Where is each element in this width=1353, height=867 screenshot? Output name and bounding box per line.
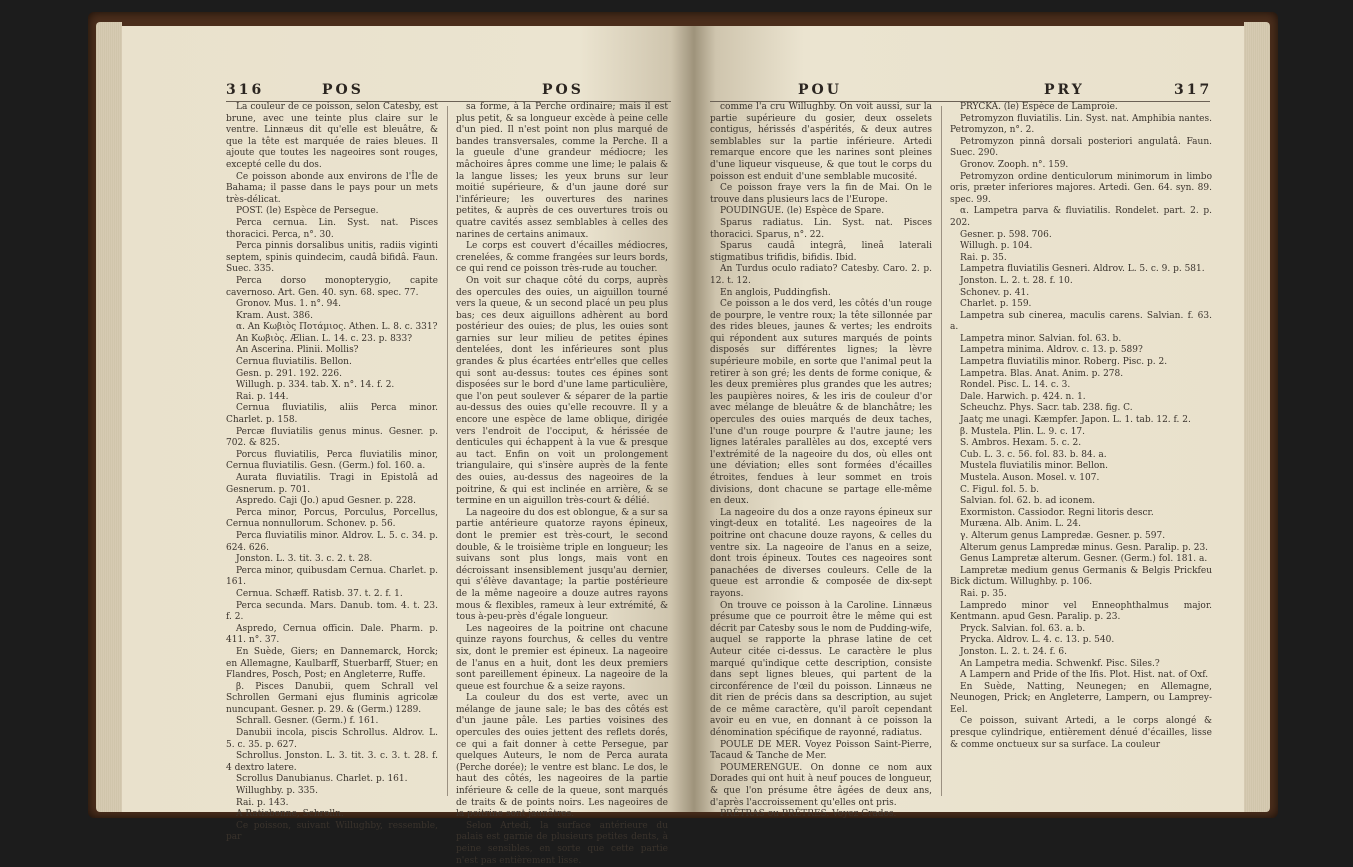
paragraph: Danubii incola, piscis Schrollus. Aldrov. L. 5. c. 35. p. 627. [226, 728, 438, 750]
paragraph: Ce poisson a le dos verd, les côtés d'un rouge de pourpre, le ventre roux; la tête sillonnée par des rides bleues, jaunes & vertes; les endroits qui répondent aux sutures marqués de points disposés sur différentes lignes; la lèvre supérieure mobile, en sorte que l'animal peut la retirer à son gré; les dents de forme conique, & les deux premières plus grandes que les autres; les paupières noires, & les iris de couleur d'or avec mélange de bleuâtre & de blanchâtre; les opercules des ouies marqués de deux taches, l'une d'un rouge pourpre & l'autre jaune; les lignes latérales parallèles au dos, excepté vers l'extrémité de la nageoire du dos, où elles ont une déviation; elles sont formées d'écailles étroites, fendues à leur sommet en trois divisions, dont chacune se partage elle-même en deux. [710, 299, 932, 507]
paragraph: On trouve ce poisson à la Caroline. Linnæus présume que ce pourroit être le même qui est décrit par Catesby sous le nom de Pudding-wife, auquel se rapporte la phrase latine de cet Auteur citée ci-dessus. Le caractère le plus marqué qu'indique cette description, consiste dans sept lignes bleues, qui partent de la circonférence de l'œil du poisson. Linnæus ne dit rien de précis dans sa description, au sujet de ce même caractère, qu'il paroît cependant avoir eu en vue, en donnant à ce poisson la dénomination spécifique de rayonné, radiatus. [710, 600, 932, 739]
paragraph: Cernua fluviatilis. Bellon. [236, 357, 352, 368]
paragraph: Salvian. fol. 62. b. ad iconem. [960, 496, 1096, 507]
paragraph: Perca minor, quibusdam Cernua. Charlet. p. 161. [226, 565, 438, 588]
paragraph: La couleur du dos est verte, avec un mélange de jaune sale; le bas des côtés est d'un jaune pâle. Les parties voisines des opercules des ouies jettent des reflets dorés, ce qui a fait donner à cette Persegue, par quelques Auteurs, le nom de Perca aurata (Perche dorée); le ventre est blanc. Le dos, le haut des côtés, les nageoires de la partie inférieure & celle de la queue, sont marqués de traits & de points noirs. Les nageoires de la poitrine sont jaunâtres. [456, 693, 668, 820]
paragraph: Lampetra sub cinerea, maculis carens. Salvian. f. 63. a. [950, 310, 1212, 333]
paragraph: POUDINGUE. (le) Espèce de Spare. [720, 206, 885, 217]
paragraph: Selon Artedi, la surface antérieure du palais est garnie de plusieurs petites dents, à peine sensibles, en sorte que cette partie n'est pas entièrement lisse. [456, 820, 668, 866]
paragraph: α. An Κωβιὸς Ποτάμιος. Athen. L. 8. c. 331? [236, 322, 438, 333]
paragraph: Kram. Aust. 386. [236, 310, 313, 321]
paragraph: Lampetra minor. Salvian. fol. 63. b. [960, 333, 1122, 344]
paragraph: Ce poisson, suivant Artedi, a le corps alongé & presque cylindrique, entièrement dénué d'écailles, lisse & comme onctueux sur sa surface. La couleur [950, 716, 1212, 750]
paragraph: Jonston. L. 2. t. 24. f. 6. [960, 646, 1067, 657]
left-column-2 [456, 102, 668, 866]
paragraph: Perca fluviatilis minor. Aldrov. L. 5. c. 34. p. 624. 626. [226, 530, 438, 553]
right-column-1 [710, 102, 932, 820]
paragraph: Cernua. Schæff. Ratisb. 37. t. 2. f. 1. [236, 588, 403, 599]
paragraph: Lampetra fluviatilis Gesneri. Aldrov. L. 5. c. 9. p. 581. [960, 264, 1205, 275]
paragraph: Mustela fluviatilis minor. Bellon. [960, 461, 1108, 472]
paragraph: Rondel. Pisc. L. 14. c. 3. [960, 380, 1071, 391]
paragraph: comme l'a cru Willughby. On voit aussi, sur la partie supérieure du gosier, deux osselets contigus, hérissés d'aspérités, & deux autres semblables sur la partie inférieure. Artedi remarque encore que les narines sont pleines d'une liqueur visqueuse, & que tout le corps du poisson est enduit d'une semblable mucosité. [710, 102, 932, 182]
paragraph: Le corps est couvert d'écailles médiocres, crenelées, & comme frangées sur leurs bords, ce qui rend ce poisson très-rude au toucher. [456, 241, 668, 275]
paragraph: Lampredo minor vel Enneophthalmus major. Kentmann. apud Gesn. Paralip. p. 23. [950, 600, 1212, 623]
paragraph: Lampetra. Blas. Anat. Anim. p. 278. [960, 368, 1124, 379]
paragraph: Gesner. p. 598. 706. [960, 229, 1052, 240]
paragraph: La nageoire du dos est oblongue, & a sur sa partie antérieure quatorze rayons épineux, dont le premier est très-court, le second double, & le troisième triple en longueur; les suivans sont plus longs, mais vont en décroissant insensiblement jusqu'au dernier, qui s'élève davantage; la partie postérieure de la même nageoire a douze autres rayons mous & flexibles, rameux à leur extrémité, & tous à-peu-près d'égale longueur. [456, 507, 668, 623]
paragraph: Gronov. Zooph. n°. 159. [960, 159, 1069, 170]
paragraph: Charlet. p. 159. [960, 299, 1032, 310]
running-head-left: POS [322, 82, 364, 98]
page-number-right: 317 [1174, 82, 1213, 98]
paragraph: Jaatç me unagi. Kæmpfer. Japon. L. 1. tab. 12. f. 2. [960, 415, 1191, 426]
right-page [694, 26, 1244, 820]
paragraph: Ce poisson fraye vers la fin de Mai. On le trouve dans plusieurs lacs de l'Europe. [710, 183, 932, 205]
paragraph: Prycka. Aldrov. L. 4. c. 13. p. 540. [960, 635, 1115, 646]
running-head-right: POU [798, 82, 842, 98]
paragraph: Sparus radiatus. Lin. Syst. nat. Pisces thoracici. Sparus, n°. 22. [710, 217, 932, 240]
paragraph: Rai. p. 144. [236, 391, 289, 402]
paragraph: Schrollus. Jonston. L. 3. tit. 3. c. 3. t. 28. f. 4 dextro latere. [226, 751, 438, 773]
paragraph: Alterum genus Lampredæ minus. Gesn. Paralip. p. 23. [960, 542, 1209, 553]
paragraph: POST. (le) Espèce de Persegue. [236, 206, 379, 217]
paragraph: Exormiston. Cassiodor. Regni litoris descr. [960, 507, 1154, 518]
paragraph: Willugh. p. 334. tab. X. n°. 14. f. 2. [236, 380, 395, 391]
paragraph: Lampetra fluviatilis minor. Roberg. Pisc. p. 2. [960, 357, 1168, 368]
paragraph: En Suède, Natting, Neunegen; en Allemagne, Neunogen, Prick; en Angleterre, Lampern, ou Lamprey-Eel. [950, 681, 1212, 715]
book [88, 12, 1278, 866]
paragraph: A Ratisbonne, Schrolln. [236, 809, 344, 820]
paragraph: α. Lampetra parva & fluviatilis. Rondelet. part. 2. p. 202. [950, 206, 1212, 228]
paragraph: Gronov. Mus. 1. n°. 94. [236, 299, 341, 310]
paragraph: Mustela. Auson. Mosel. v. 107. [960, 473, 1100, 483]
paragraph: PRYCKA. (le) Espèce de Lamproie. [960, 102, 1118, 112]
paragraph: Aspredo, Cernua officin. Dale. Pharm. p. 411. n°. 37. [226, 623, 438, 646]
left-page [122, 26, 694, 866]
paragraph: Percæ fluviatilis genus minus. Gesner. p. 702. & 825. [226, 426, 438, 449]
paragraph: An Turdus oculo radiato? Catesby. Caro. 2. p. 12. t. 12. [710, 264, 932, 286]
paragraph: An Κωβιὸς. Ælian. L. 14. c. 23. p. 833? [236, 333, 413, 344]
paragraph: Petromyzon pinnâ dorsali posteriori angulatâ. Faun. Suec. 290. [950, 136, 1212, 159]
paragraph: Rai. p. 35. [960, 588, 1007, 599]
paragraph: Schrall. Gesner. (Germ.) f. 161. [236, 716, 379, 727]
paragraph: Pryck. Salvian. fol. 63. a. b. [960, 623, 1086, 634]
paragraph: Rai. p. 143. [236, 797, 289, 808]
right-column-2 [950, 102, 1212, 792]
paragraph: Lampretæ medium genus Germanis & Belgis Prickfeu Bick dictum. Willughby. p. 106. [950, 565, 1212, 588]
paragraph: A Lampern and Pride of the Ifis. Plot. Hist. nat. of Oxf. [960, 670, 1209, 681]
paragraph: En Suède, Giers; en Dannemarck, Horck; en Allemagne, Kaulbarff, Stuerbarff, Stuer; en Flandres, Posch, Post; en Angleterre, Ruffe. [226, 646, 438, 681]
paragraph: Perca cernua. Lin. Syst. nat. Pisces thoracici. Perca, n°. 30. [226, 217, 438, 240]
page-edges-left [96, 22, 122, 812]
page-number-left: 316 [226, 82, 265, 98]
paragraph: Genus Lampretæ alterum. Gesner. (Germ.) fol. 181. a. [960, 554, 1208, 565]
paragraph: Jonston. L. 2. t. 28. f. 10. [960, 275, 1073, 286]
paragraph: Aspredo. Caji (Jo.) apud Gesner. p. 228. [236, 496, 417, 507]
running-head-right-2: PRY [1044, 82, 1085, 98]
paragraph: Gesn. p. 291. 192. 226. [236, 368, 342, 379]
paragraph: POUMERENGUE. On donne ce nom aux Dorades qui ont huit à neuf pouces de longueur, & que l'on présume être âgées de deux ans, d'après l'accroissement qu'elles ont pris. [710, 762, 932, 808]
paragraph: Jonston. L. 3. tit. 3. c. 2. t. 28. [236, 554, 373, 565]
column-separator-right [941, 106, 942, 796]
page-edges-right [1244, 22, 1270, 812]
left-column-1 [226, 102, 438, 843]
column-separator-left [447, 106, 448, 796]
paragraph: On voit sur chaque côté du corps, auprès des opercules des ouies, un aiguillon tourné vers la queue, & un second placé un peu plus bas; ces deux aiguillons adhèrent au bord postérieur des ouies; de plus, les ouies sont garnies sur leur milieu de petites épines dentelées, dont les inférieures sont plus grandes & plus écartées entr'elles que celles qui sont au-dessus: toutes ces épines sont disposées sur le bord d'une lame particulière, que l'on peut soulever & séparer de la partie au-dessus des ouies qu'elle recouvre. Il y a encore une espèce de lame oblique, dirigée vers l'endroit de l'occiput, & hérissée de denticules qui échappent à la vue & presque au tact. Enfin on voit un prolongement triangulaire, qui s'insère auprès de la fente des ouies, au-dessus des nageoires de la poitrine, & qui est inclinée en arrière, & se termine en un aiguillon très-court & délié. [456, 275, 668, 507]
paragraph: Scheuchz. Phys. Sacr. tab. 238. fig. C. [960, 403, 1133, 414]
paragraph: Petromyzon ordine denticulorum minimorum in limbo oris, præter inferiores majores. Artedi. Gen. 64. syn. 89. spec. 99. [950, 171, 1212, 205]
paragraph: POULE DE MER. Voyez Poisson Saint-Pierre, Tacaud & Tanche de Mer. [710, 739, 932, 762]
paragraph: Aurata fluviatilis. Tragi in Epistolâ ad Gesnerum. p. 701. [226, 473, 438, 495]
paragraph: PRÊTRAS ou PRÊTRES. Voyez Crados. [720, 809, 897, 820]
paragraph: Scrollus Danubianus. Charlet. p. 161. [236, 774, 408, 785]
paragraph: Muræna. Alb. Anim. L. 24. [960, 519, 1081, 530]
paragraph: Sparus caudâ integrâ, lineâ laterali stigmatibus trifidis, bifidis. Ibid. [710, 241, 932, 263]
paragraph: Cub. L. 3. c. 56. fol. 83. b. 84. a. [960, 449, 1107, 460]
paragraph: sa forme, à la Perche ordinaire; mais il est plus petit, & sa longueur excède à peine celle d'un pied. Il n'est point non plus marqué de bandes transversales, comme la Perche. Il a la gueule d'une grandeur médiocre; les mâchoires âpres comme une lime; le palais & la langue lisses; les yeux bruns sur leur moitié supérieure, & d'un jaune doré sur l'inférieure; les ouvertures des narines petites, & auprès de ces ouvertures trois ou quatre cavités assez semblables à celles des narines de certains animaux. [456, 102, 668, 240]
paragraph: Perca dorso monopterygio, capite cavernoso. Art. Gen. 40. syn. 68. spec. 77. [226, 275, 438, 298]
paragraph: Ce poisson, suivant Willughby, ressemble, par [226, 820, 438, 843]
paragraph: Dale. Harwich. p. 424. n. 1. [960, 391, 1086, 402]
paragraph: C. Figul. fol. 5. b. [960, 484, 1039, 495]
paragraph: Lampetra minima. Aldrov. c. 13. p. 589? [960, 345, 1143, 356]
paragraph: Cernua fluviatilis, aliis Perca minor. Charlet. p. 158. [226, 403, 438, 426]
paragraph: S. Ambros. Hexam. 5. c. 2. [960, 438, 1082, 449]
running-head-left-2: POS [542, 82, 584, 98]
paragraph: Schonev. p. 41. [960, 287, 1030, 298]
paragraph: Petromyzon fluviatilis. Lin. Syst. nat. Amphibia nantes. Petromyzon, n°. 2. [950, 113, 1212, 136]
paragraph: β. Mustela. Plin. L. 9. c. 17. [960, 426, 1086, 437]
paragraph: An Lampetra media. Schwenkf. Pisc. Siles.? [960, 658, 1160, 669]
paragraph: En anglois, Puddingfish. [720, 287, 831, 298]
paragraph: Willughby. p. 335. [236, 786, 318, 797]
paragraph: An Ascerina. Plinii. Mollis? [236, 345, 359, 356]
paragraph: Rai. p. 35. [960, 252, 1007, 263]
paragraph: Porcus fluviatilis, Perca fluviatilis minor, Cernua fluviatilis. Gesn. (Germ.) fol. 160. a. [226, 449, 438, 472]
paragraph: β. Pisces Danubii, quem Schrall vel Schrollen Germani ejus fluminis agricolæ nuncupant. Gesner. p. 29. & (Germ.) 1289. [226, 681, 438, 715]
paragraph: Perca secunda. Mars. Danub. tom. 4. t. 23. f. 2. [226, 600, 438, 623]
paragraph: Ce poisson abonde aux environs de l'Île de Bahama; il passe dans le pays pour un mets très-délicat. [226, 171, 438, 205]
paragraph: La nageoire du dos a onze rayons épineux sur vingt-deux en totalité. Les nageoires de la poitrine ont chacune douze rayons, & celles du ventre six. La nageoire de l'anus en a seize, dont trois épineux. Toutes ces nageoires sont panachées de diverses couleurs. Celle de la queue est arrondie & composée de dix-sept rayons. [710, 507, 932, 599]
paragraph: Les nageoires de la poitrine ont chacune quinze rayons fourchus, & celles du ventre six, dont le premier est épineux. La nageoire de l'anus en a huit, dont les deux premiers sont pareillement épineux. La nageoire de la queue est fourchue & a seize rayons. [456, 623, 668, 692]
paragraph: Willugh. p. 104. [960, 241, 1033, 252]
paragraph: Perca minor, Porcus, Porculus, Porcellus, Cernua nonnullorum. Schonev. p. 56. [226, 507, 438, 530]
paragraph: La couleur de ce poisson, selon Catesby, est brune, avec une teinte plus claire sur le ventre. Linnæus dit qu'elle est bleuâtre, & que la tête est marquée de raies bleues. Il ajoute que toutes les nageoires sont rouges, excepté celle du dos. [226, 102, 438, 170]
paragraph: Perca pinnis dorsalibus unitis, radiis viginti septem, spinis quindecim, caudâ bifidâ. Faun. Suec. 335. [226, 241, 438, 275]
paragraph: γ. Alterum genus Lampredæ. Gesner. p. 597. [960, 530, 1166, 541]
